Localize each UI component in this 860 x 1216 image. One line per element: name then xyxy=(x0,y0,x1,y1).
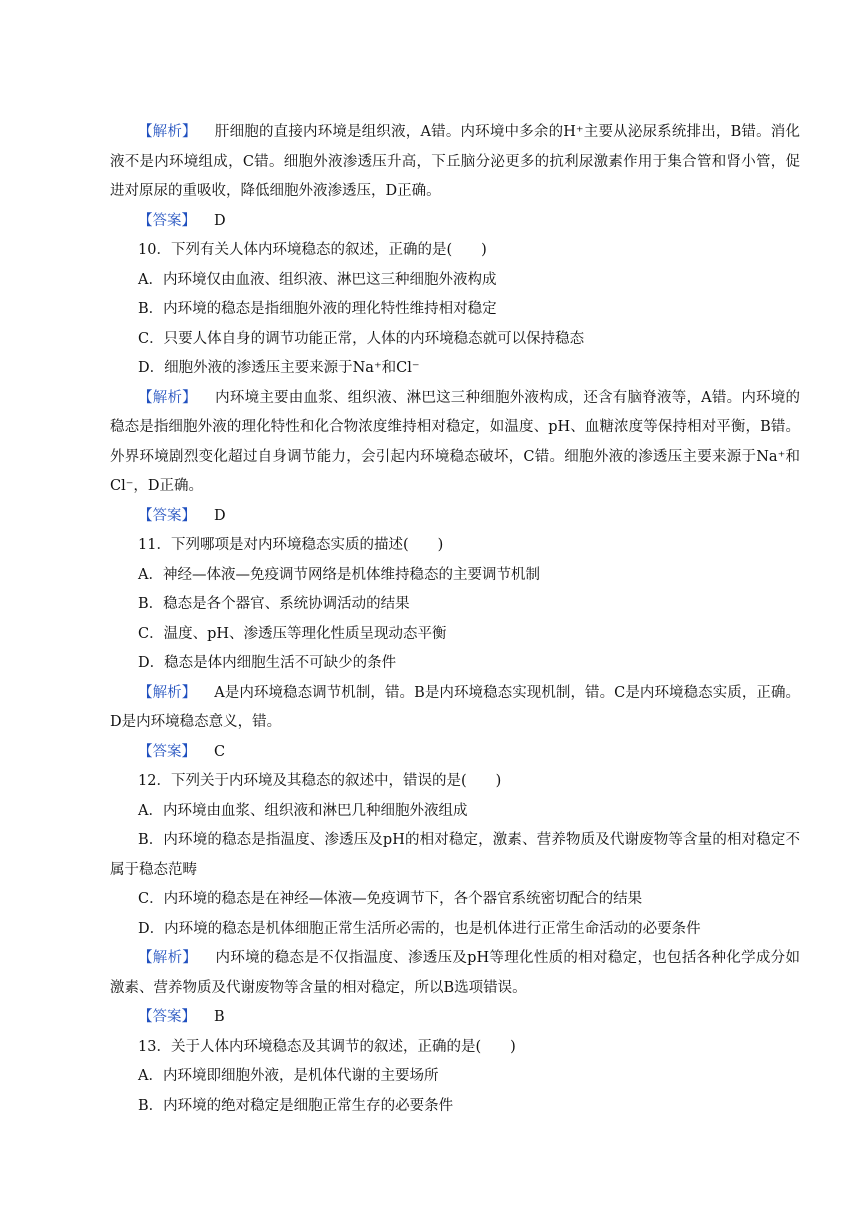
answer-tag: 【答案】 xyxy=(138,743,196,760)
option-d: D．细胞外液的渗透压主要来源于Na⁺和Cl⁻ xyxy=(138,360,420,376)
option-a: A．内环境仅由血液、组织液、淋巴这三种细胞外液构成 xyxy=(138,271,497,288)
option-c: C．只要人体自身的调节功能正常，人体的内环境稳态就可以保持稳态 xyxy=(138,330,585,347)
question-stem: 12．下列关于内环境及其稳态的叙述中，错误的是( ) xyxy=(138,773,502,789)
analysis-paragraph xyxy=(110,944,800,1003)
analysis-tag: 【解析】 xyxy=(138,124,197,140)
analysis-text: A是内环境稳态调节机制，错。B是内环境稳态实现机制，错。C是内环境稳态实质，正确。D是内环境稳态意义，错。 xyxy=(110,684,801,730)
question-stem: 11．下列哪项是对内环境稳态实质的描述( ) xyxy=(138,537,444,553)
analysis-paragraph xyxy=(110,384,800,502)
option-b: B．内环境的稳态是指温度、渗透压及pH的相对稳定，激素、营养物质及代谢废物等含量的相对稳定不属于稳态范畴 xyxy=(110,832,800,878)
answer-line xyxy=(110,502,800,532)
answer-value: C xyxy=(214,743,226,760)
option-d: D．内环境的稳态是机体细胞正常生活所必需的，也是机体进行正常生命活动的必要条件 xyxy=(138,920,701,937)
document-page xyxy=(110,118,800,1121)
analysis-text: 内环境主要由血浆、组织液、淋巴这三种细胞外液构成，还含有脑脊液等，A错。内环境的稳态是指细胞外液的理化特性和化合物浓度维持相对稳定，如温度、pH、血糖浓度等保持相对平衡，B错。外界环境剧烈变化超过自身调节能力，会引起内环境稳态破坏，C错。细胞外液的渗透压主要来源于Na⁺和Cl⁻，D正确。 xyxy=(110,389,801,494)
answer-value: B xyxy=(214,1009,225,1025)
question-stem: 10．下列有关人体内环境稳态的叙述，正确的是( ) xyxy=(138,242,487,258)
analysis-tag: 【解析】 xyxy=(138,950,198,966)
analysis-tag: 【解析】 xyxy=(138,389,197,406)
answer-tag: 【答案】 xyxy=(138,212,196,229)
option-b: B．内环境的绝对稳定是细胞正常生存的必要条件 xyxy=(138,1097,454,1114)
answer-tag: 【答案】 xyxy=(138,1009,196,1025)
analysis-text: 肝细胞的直接内环境是组织液，A错。内环境中多余的H⁺主要从泌尿系统排出，B错。消化液不是内环境组成，C错。细胞外液渗透压升高，下丘脑分泌更多的抗利尿激素作用于集合管和肾小管，促进对原尿的重吸收，降低细胞外液渗透压，D正确。 xyxy=(110,124,800,199)
analysis-text: 内环境的稳态是不仅指温度、渗透压及pH等理化性质的相对稳定，也包括各种化学成分如激素、营养物质及代谢废物等含量的相对稳定，所以B选项错误。 xyxy=(110,950,800,996)
answer-value: D xyxy=(214,507,226,524)
question-stem: 13．关于人体内环境稳态及其调节的叙述，正确的是( ) xyxy=(138,1038,516,1055)
analysis-tag: 【解析】 xyxy=(138,684,197,701)
option-c: C．内环境的稳态是在神经—体液—免疫调节下，各个器官系统密切配合的结果 xyxy=(138,891,643,907)
analysis-paragraph xyxy=(110,118,800,207)
answer-line xyxy=(110,738,800,768)
option-b: B．内环境的稳态是指细胞外液的理化特性维持相对稳定 xyxy=(138,301,497,317)
answer-line xyxy=(110,1003,800,1033)
option-b: B．稳态是各个器官、系统协调活动的结果 xyxy=(138,596,410,612)
option-c: C．温度、pH、渗透压等理化性质呈现动态平衡 xyxy=(138,625,447,642)
answer-value: D xyxy=(214,212,226,229)
answer-tag: 【答案】 xyxy=(138,507,196,524)
answer-line xyxy=(110,207,800,237)
option-d: D．稳态是体内细胞生活不可缺少的条件 xyxy=(138,655,397,671)
option-a: A．神经—体液—免疫调节网络是机体维持稳态的主要调节机制 xyxy=(138,566,540,583)
analysis-paragraph xyxy=(110,679,800,738)
option-a: A．内环境由血浆、组织液和淋巴几种细胞外液组成 xyxy=(138,802,468,819)
option-a: A．内环境即细胞外液，是机体代谢的主要场所 xyxy=(138,1068,439,1084)
